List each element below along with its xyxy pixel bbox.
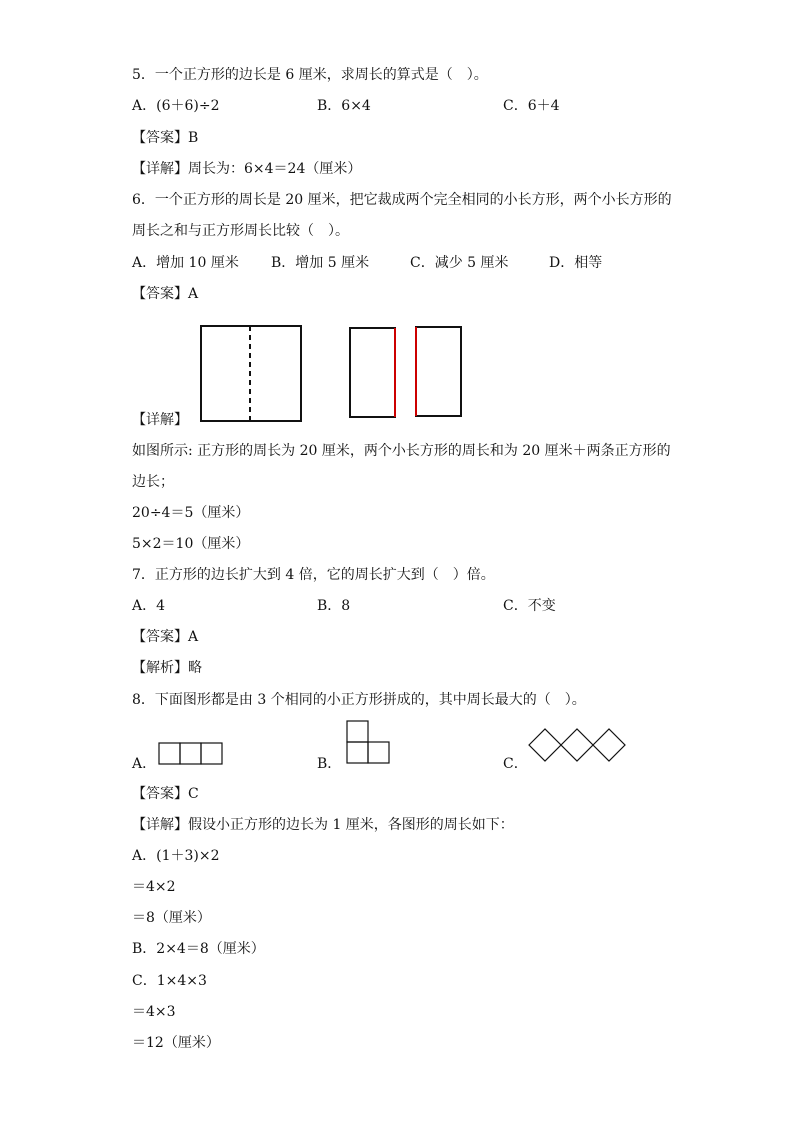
q6-detail-label: 【详解】 [132,412,188,428]
q7-option-c: C．不变 [503,598,556,614]
q6-calc2: 5×2＝10（厘米） [132,536,250,552]
q7-option-b: B．8 [317,598,351,614]
q6-calc1: 20÷4＝5（厘米） [132,505,250,521]
q8-shape-b [346,720,396,770]
q8-b1: B．2×4＝8（厘米） [132,941,265,957]
small-rectangle-right [416,327,461,416]
q8-a3: ＝8（厘米） [132,910,211,926]
q7-option-a: A．4 [132,598,166,614]
q7-analysis: 【解析】略 [132,660,202,676]
q8-c2: ＝4×3 [132,1004,176,1020]
q8-answer: 【答案】C [132,786,199,802]
q8-a1: A．(1＋3)×2 [132,848,220,864]
q8-a2: ＝4×2 [132,879,176,895]
q8-option-a-label: A． [132,756,157,772]
q6-option-d: D．相等 [549,255,603,271]
q8-shape-c [528,726,632,764]
q8-c3: ＝12（厘米） [132,1035,220,1051]
q5-option-c: C．6＋4 [503,98,560,114]
q8-option-b-label: B． [317,756,342,772]
q5-option-a: A．(6＋6)÷2 [132,98,220,114]
q8-stem: 8．下面图形都是由 3 个相同的小正方形拼成的，其中周长最大的（ ）。 [132,692,586,708]
q6-explain-line2: 边长； [132,474,174,490]
q5-answer: 【答案】B [132,130,199,146]
q5-detail: 【详解】周长为：6×4＝24（厘米） [132,161,362,177]
q6-option-a: A．增加 10 厘米 [132,255,239,271]
q6-stem-line2: 周长之和与正方形周长比较（ ）。 [132,223,349,239]
q8-detail: 【详解】假设小正方形的边长为 1 厘米，各图形的周长如下： [132,817,514,833]
q7-stem: 7．正方形的边长扩大到 4 倍，它的周长扩大到（ ）倍。 [132,567,495,583]
q6-explain-line1: 如图所示: 正方形的周长为 20 厘米，两个小长方形的周长和为 20 厘米＋两条正方形的 [132,443,671,459]
q8-shape-a [158,742,228,766]
q5-option-b: B．6×4 [317,98,371,114]
q7-answer: 【答案】A [132,629,199,645]
small-rectangle-left [350,328,395,417]
q6-option-b: B．增加 5 厘米 [271,255,370,271]
q6-figure [0,320,794,430]
q5-stem: 5．一个正方形的边长是 6 厘米，求周长的算式是（ ）。 [132,67,488,83]
q6-answer: 【答案】A [132,286,199,302]
q8-c1: C．1×4×3 [132,973,207,989]
q6-stem-line1: 6．一个正方形的周长是 20 厘米，把它裁成两个完全相同的小长方形，两个小长方形的 [132,192,672,208]
q8-option-c-label: C． [503,756,528,772]
q6-option-c: C．减少 5 厘米 [410,255,509,271]
